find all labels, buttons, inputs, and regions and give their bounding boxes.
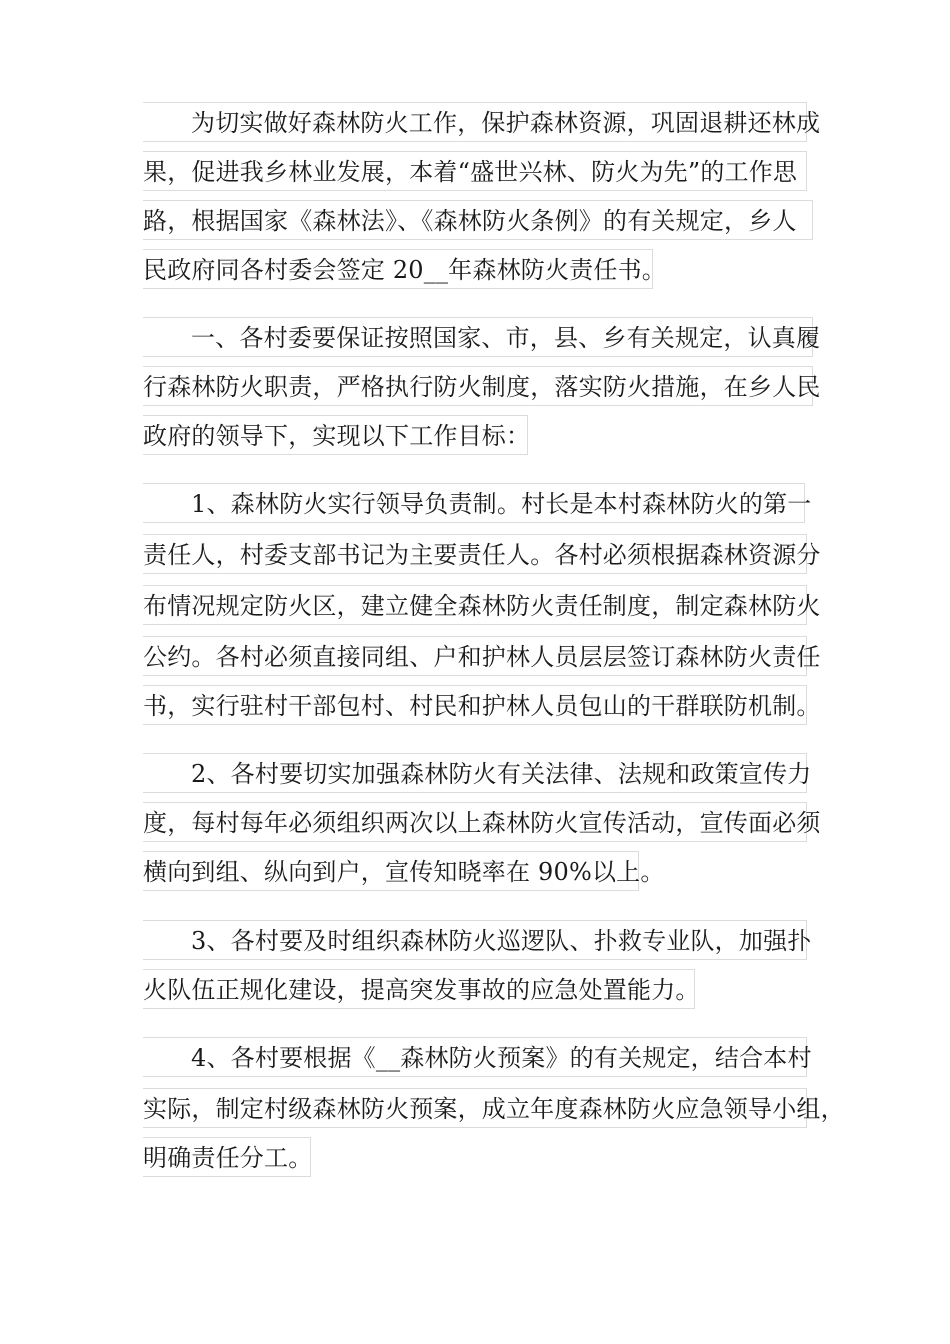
paragraph-3-line-5: 书，实行驻村干部包村、村民和护林人员包山的干群联防机制。 [143,685,807,725]
paragraph-3-line-4: 公约。各村必须直接同组、户和护林人员层层签订森林防火责任 [143,636,807,676]
paragraph-6-line-3: 明确责任分工。 [143,1137,311,1177]
paragraph-3-line-1: 1、森林防火实行领导负责制。村长是本村森林防火的第一 [143,483,805,523]
paragraph-6-line-2: 实际，制定村级森林防火预案，成立年度森林防火应急领导小组， [143,1088,807,1128]
paragraph-1-line-2: 果，促进我乡林业发展，本着“盛世兴林、防火为先”的工作思 [143,151,807,191]
paragraph-2-line-1: 一、各村委要保证按照国家、市，县、乡有关规定，认真履 [143,317,813,357]
paragraph-1-line-1: 为切实做好森林防火工作，保护森林资源，巩固退耕还林成 [143,102,807,142]
paragraph-2-line-2: 行森林防火职责，严格执行防火制度，落实防火措施，在乡人民 [143,366,813,406]
paragraph-4-line-2: 度，每村每年必须组织两次以上森林防火宣传活动，宣传面必须 [143,802,807,842]
paragraph-3-line-3: 布情况规定防火区，建立健全森林防火责任制度，制定森林防火 [143,585,807,625]
paragraph-4-line-1: 2、各村要切实加强森林防火有关法律、法规和政策宣传力 [143,753,807,793]
paragraph-5-line-1: 3、各村要及时组织森林防火巡逻队、扑救专业队，加强扑 [143,920,807,960]
paragraph-1-line-4: 民政府同各村委会签定 20__年森林防火责任书。 [143,249,653,289]
paragraph-4-line-3: 横向到组、纵向到户，宣传知晓率在 90%以上。 [143,851,639,891]
paragraph-1-line-3: 路，根据国家《森林法》、《森林防火条例》的有关规定，乡人 [143,200,813,240]
paragraph-3-line-2: 责任人，村委支部书记为主要责任人。各村必须根据森林资源分 [143,534,807,574]
paragraph-2-line-3: 政府的领导下，实现以下工作目标： [143,415,528,455]
paragraph-6-line-1: 4、各村要根据《__森林防火预案》的有关规定，结合本村 [143,1037,807,1077]
paragraph-5-line-2: 火队伍正规化建设，提高突发事故的应急处置能力。 [143,969,695,1009]
